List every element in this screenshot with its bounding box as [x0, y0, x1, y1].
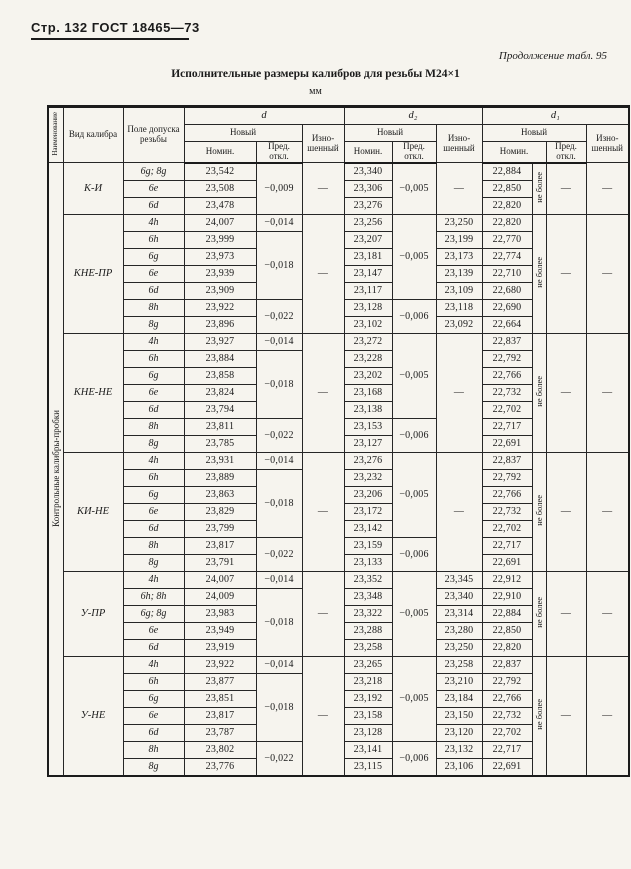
col-header-d1-new: Новый	[482, 125, 586, 142]
d1-worn-cell: —	[586, 214, 629, 333]
d2-nominal-cell: 23,153	[344, 418, 392, 435]
d2-worn-cell: 23,109	[436, 282, 482, 299]
d1-deviation-cell: —	[546, 571, 586, 656]
d2-nominal-cell: 23,159	[344, 537, 392, 554]
d1-nominal-cell: 22,884	[482, 605, 532, 622]
d-nominal-cell: 23,884	[184, 350, 256, 367]
d2-nominal-cell: 23,340	[344, 163, 392, 181]
d1-nominal-cell: 22,732	[482, 503, 532, 520]
d-deviation-cell: −0,018	[256, 588, 302, 656]
d-nominal-cell: 23,799	[184, 520, 256, 537]
tolerance-field-cell: 8g	[123, 758, 184, 776]
d1-nominal-cell: 22,820	[482, 214, 532, 231]
d1-nominal-cell: 22,766	[482, 486, 532, 503]
d2-worn-cell: 23,258	[436, 656, 482, 673]
row-group-label	[48, 163, 63, 776]
d-nominal-cell: 23,776	[184, 758, 256, 776]
ne-bolee-note-cell	[532, 333, 546, 452]
d-nominal-cell: 23,999	[184, 231, 256, 248]
col-header-d1-deviation: Пред. откл.	[546, 142, 586, 163]
header-rule	[31, 38, 189, 40]
d2-nominal-cell: 23,128	[344, 724, 392, 741]
tolerance-field-cell: 8h	[123, 418, 184, 435]
d-worn-cell: —	[302, 571, 344, 656]
d2-nominal-cell: 23,128	[344, 299, 392, 316]
caliber-type-cell: К-И	[63, 163, 123, 215]
d-nominal-cell: 23,542	[184, 163, 256, 181]
tolerance-field-cell: 4h	[123, 333, 184, 350]
tolerance-field-cell: 6e	[123, 384, 184, 401]
d2-deviation-cell: −0,006	[392, 537, 436, 571]
d2-deviation-cell: −0,006	[392, 741, 436, 776]
d2-nominal-cell: 23,141	[344, 741, 392, 758]
ne-bolee-note-text: не более	[534, 172, 544, 204]
d1-deviation-cell: —	[546, 656, 586, 776]
d1-nominal-cell: 22,691	[482, 435, 532, 452]
d2-worn-cell: 23,139	[436, 265, 482, 282]
tolerance-field-cell: 6h	[123, 673, 184, 690]
d1-nominal-cell: 22,837	[482, 452, 532, 469]
d2-nominal-cell: 23,322	[344, 605, 392, 622]
caliber-type-cell: У-НЕ	[63, 656, 123, 776]
tolerance-field-cell: 6h	[123, 231, 184, 248]
d1-nominal-cell: 22,691	[482, 554, 532, 571]
tolerance-field-cell: 8g	[123, 554, 184, 571]
d-nominal-cell: 23,787	[184, 724, 256, 741]
d1-nominal-cell: 22,702	[482, 520, 532, 537]
d1-nominal-cell: 22,680	[482, 282, 532, 299]
d1-nominal-cell: 22,792	[482, 350, 532, 367]
ne-bolee-note-cell	[532, 163, 546, 215]
tolerance-field-cell: 6e	[123, 265, 184, 282]
d-nominal-cell: 23,919	[184, 639, 256, 656]
d2-nominal-cell: 23,228	[344, 350, 392, 367]
d-nominal-cell: 23,851	[184, 690, 256, 707]
d-nominal-cell: 23,922	[184, 299, 256, 316]
table-row	[48, 656, 629, 673]
d2-worn-cell: 23,118	[436, 299, 482, 316]
col-header-d1-nominal: Номин.	[482, 142, 546, 163]
d-deviation-cell: −0,018	[256, 469, 302, 537]
page-header: Стр. 132 ГОСТ 18465—73	[31, 20, 200, 35]
d1-nominal-cell: 22,770	[482, 231, 532, 248]
d2-nominal-cell: 23,192	[344, 690, 392, 707]
tolerance-field-cell: 6h; 8h	[123, 588, 184, 605]
d-nominal-cell: 23,922	[184, 656, 256, 673]
d-worn-cell: —	[302, 214, 344, 333]
col-header-d2-worn: Изношенный	[436, 125, 482, 163]
d1-nominal-cell: 22,732	[482, 384, 532, 401]
tolerance-field-cell: 4h	[123, 452, 184, 469]
d2-worn-cell: 23,345	[436, 571, 482, 588]
d-worn-cell: —	[302, 656, 344, 776]
d1-nominal-cell: 22,691	[482, 758, 532, 776]
d1-nominal-cell: 22,912	[482, 571, 532, 588]
d1-nominal-cell: 22,850	[482, 622, 532, 639]
d2-deviation-cell: −0,005	[392, 163, 436, 215]
d-nominal-cell: 23,909	[184, 282, 256, 299]
d-nominal-cell: 24,007	[184, 214, 256, 231]
tolerance-field-cell: 8h	[123, 741, 184, 758]
d2-nominal-cell: 23,127	[344, 435, 392, 452]
col-header-d2-deviation: Пред. откл.	[392, 142, 436, 163]
tolerance-field-cell: 6h	[123, 350, 184, 367]
caliber-type-cell: У-ПР	[63, 571, 123, 656]
d-worn-cell: —	[302, 333, 344, 452]
table-row	[48, 333, 629, 350]
tolerance-field-cell: 6g	[123, 367, 184, 384]
tolerance-field-cell: 6g	[123, 690, 184, 707]
d-nominal-cell: 23,811	[184, 418, 256, 435]
d2-nominal-cell: 23,133	[344, 554, 392, 571]
ne-bolee-note-cell	[532, 214, 546, 333]
d-nominal-cell: 23,889	[184, 469, 256, 486]
d1-nominal-cell: 22,717	[482, 418, 532, 435]
d2-nominal-cell: 23,207	[344, 231, 392, 248]
d2-worn-cell: 23,280	[436, 622, 482, 639]
d-nominal-cell: 23,858	[184, 367, 256, 384]
d-nominal-cell: 23,817	[184, 707, 256, 724]
tolerance-field-cell: 6g; 8g	[123, 163, 184, 181]
d1-nominal-cell: 22,850	[482, 180, 532, 197]
d1-nominal-cell: 22,702	[482, 401, 532, 418]
tolerance-field-cell: 6h	[123, 469, 184, 486]
d2-nominal-cell: 23,202	[344, 367, 392, 384]
ne-bolee-note-text: не более	[534, 257, 544, 289]
d2-nominal-cell: 23,218	[344, 673, 392, 690]
row-group-label-text: Контрольные калибры-пробки	[50, 409, 61, 527]
d-nominal-cell: 23,983	[184, 605, 256, 622]
ne-bolee-note-cell	[532, 656, 546, 776]
d2-deviation-cell: −0,005	[392, 452, 436, 537]
tolerance-field-cell: 8h	[123, 537, 184, 554]
d2-nominal-cell: 23,102	[344, 316, 392, 333]
d2-worn-cell: 23,314	[436, 605, 482, 622]
d2-nominal-cell: 23,352	[344, 571, 392, 588]
tolerance-field-cell: 4h	[123, 214, 184, 231]
ne-bolee-note-cell	[532, 452, 546, 571]
d-deviation-cell: −0,014	[256, 656, 302, 673]
d-deviation-cell: −0,022	[256, 741, 302, 776]
d-nominal-cell: 23,794	[184, 401, 256, 418]
d-nominal-cell: 23,824	[184, 384, 256, 401]
tolerance-field-cell: 6d	[123, 282, 184, 299]
d-deviation-cell: −0,022	[256, 299, 302, 333]
d1-deviation-cell: —	[546, 163, 586, 215]
tolerance-field-cell: 6g	[123, 486, 184, 503]
d-nominal-cell: 23,931	[184, 452, 256, 469]
d2-deviation-cell: −0,006	[392, 418, 436, 452]
table-row	[48, 214, 629, 231]
col-header-d-deviation: Пред. откл.	[256, 142, 302, 163]
d-nominal-cell: 23,791	[184, 554, 256, 571]
caliber-dimensions-table	[47, 105, 630, 777]
tolerance-field-cell: 6d	[123, 401, 184, 418]
d-deviation-cell: −0,018	[256, 350, 302, 418]
d-nominal-cell: 23,508	[184, 180, 256, 197]
d2-deviation-cell: −0,005	[392, 571, 436, 656]
d2-nominal-cell: 23,348	[344, 588, 392, 605]
d2-nominal-cell: 23,232	[344, 469, 392, 486]
d1-nominal-cell: 22,717	[482, 741, 532, 758]
caliber-type-cell: КНЕ-ПР	[63, 214, 123, 333]
d2-deviation-cell: −0,005	[392, 214, 436, 299]
tolerance-field-cell: 4h	[123, 656, 184, 673]
d1-nominal-cell: 22,766	[482, 367, 532, 384]
d-deviation-cell: −0,014	[256, 452, 302, 469]
d2-nominal-cell: 23,168	[344, 384, 392, 401]
caliber-type-cell: КНЕ-НЕ	[63, 333, 123, 452]
ne-bolee-note-text: не более	[534, 495, 544, 527]
col-group-d: d	[184, 107, 344, 125]
d2-nominal-cell: 23,306	[344, 180, 392, 197]
d2-worn-cell: 23,173	[436, 248, 482, 265]
d2-nominal-cell: 23,276	[344, 452, 392, 469]
d2-worn-cell: —	[436, 163, 482, 215]
d1-worn-cell: —	[586, 452, 629, 571]
d1-nominal-cell: 22,702	[482, 724, 532, 741]
document-title: Исполнительные размеры калибров для резьбы М24×1	[171, 68, 460, 80]
d2-worn-cell: 23,250	[436, 214, 482, 231]
d-nominal-cell: 23,949	[184, 622, 256, 639]
tolerance-field-cell: 6e	[123, 622, 184, 639]
d1-worn-cell: —	[586, 333, 629, 452]
d2-worn-cell: 23,132	[436, 741, 482, 758]
d1-nominal-cell: 22,910	[482, 588, 532, 605]
d1-deviation-cell: —	[546, 452, 586, 571]
d2-deviation-cell: −0,005	[392, 333, 436, 418]
d1-worn-cell: —	[586, 163, 629, 215]
d-nominal-cell: 23,829	[184, 503, 256, 520]
table-continuation-note: Продолжение табл. 95	[498, 50, 607, 62]
d2-nominal-cell: 23,138	[344, 401, 392, 418]
col-header-d-new: Новый	[184, 125, 302, 142]
tolerance-field-cell: 6d	[123, 724, 184, 741]
d2-nominal-cell: 23,115	[344, 758, 392, 776]
d1-deviation-cell: —	[546, 214, 586, 333]
d2-worn-cell: 23,106	[436, 758, 482, 776]
col-header-pole-dopuska: Поле допуска резьбы	[123, 107, 184, 163]
d1-nominal-cell: 22,792	[482, 469, 532, 486]
d1-nominal-cell: 22,710	[482, 265, 532, 282]
d1-nominal-cell: 22,690	[482, 299, 532, 316]
d1-nominal-cell: 22,837	[482, 656, 532, 673]
d1-worn-cell: —	[586, 656, 629, 776]
units-label: мм	[309, 86, 322, 97]
ne-bolee-note-text: не более	[534, 376, 544, 408]
d-nominal-cell: 23,939	[184, 265, 256, 282]
table-row	[48, 452, 629, 469]
d-deviation-cell: −0,018	[256, 673, 302, 741]
col-header-naimenovanie: Наименование	[48, 107, 63, 163]
tolerance-field-cell: 4h	[123, 571, 184, 588]
d-deviation-cell: −0,014	[256, 571, 302, 588]
d-nominal-cell: 23,802	[184, 741, 256, 758]
col-group-d1: d₁	[482, 107, 629, 125]
d-deviation-cell: −0,014	[256, 214, 302, 231]
col-header-d1-worn: Изношенный	[586, 125, 629, 163]
d1-nominal-cell: 22,774	[482, 248, 532, 265]
d2-worn-cell: —	[436, 452, 482, 571]
col-group-d2: d₂	[344, 107, 482, 125]
d-deviation-cell: −0,022	[256, 537, 302, 571]
d2-worn-cell: 23,199	[436, 231, 482, 248]
d-deviation-cell: −0,014	[256, 333, 302, 350]
caliber-type-cell: КИ-НЕ	[63, 452, 123, 571]
d-worn-cell: —	[302, 163, 344, 215]
d-nominal-cell: 23,785	[184, 435, 256, 452]
d2-worn-cell: 23,120	[436, 724, 482, 741]
d2-worn-cell: 23,150	[436, 707, 482, 724]
ne-bolee-note-cell	[532, 571, 546, 656]
d1-worn-cell: —	[586, 571, 629, 656]
d2-deviation-cell: −0,005	[392, 656, 436, 741]
col-header-vid-kalibra: Вид калибра	[63, 107, 123, 163]
tolerance-field-cell: 6g	[123, 248, 184, 265]
d2-worn-cell: —	[436, 333, 482, 452]
d2-nominal-cell: 23,276	[344, 197, 392, 214]
d2-worn-cell: 23,340	[436, 588, 482, 605]
d2-nominal-cell: 23,288	[344, 622, 392, 639]
ne-bolee-note-text: не более	[534, 699, 544, 731]
d2-nominal-cell: 23,117	[344, 282, 392, 299]
d-nominal-cell: 24,007	[184, 571, 256, 588]
d-nominal-cell: 24,009	[184, 588, 256, 605]
d1-nominal-cell: 22,820	[482, 197, 532, 214]
d-nominal-cell: 23,927	[184, 333, 256, 350]
tolerance-field-cell: 6e	[123, 503, 184, 520]
table-body	[48, 163, 629, 776]
d2-nominal-cell: 23,142	[344, 520, 392, 537]
tolerance-field-cell: 6e	[123, 707, 184, 724]
col-header-d-nominal: Номин.	[184, 142, 256, 163]
d-nominal-cell: 23,863	[184, 486, 256, 503]
d1-nominal-cell: 22,837	[482, 333, 532, 350]
col-header-d2-nominal: Номин.	[344, 142, 392, 163]
d2-nominal-cell: 23,158	[344, 707, 392, 724]
tolerance-field-cell: 8h	[123, 299, 184, 316]
d-nominal-cell: 23,478	[184, 197, 256, 214]
d1-nominal-cell: 22,717	[482, 537, 532, 554]
d2-nominal-cell: 23,258	[344, 639, 392, 656]
tolerance-field-cell: 6e	[123, 180, 184, 197]
d2-nominal-cell: 23,272	[344, 333, 392, 350]
col-header-d2-new: Новый	[344, 125, 436, 142]
d2-deviation-cell: −0,006	[392, 299, 436, 333]
d2-nominal-cell: 23,181	[344, 248, 392, 265]
d-nominal-cell: 23,817	[184, 537, 256, 554]
d2-worn-cell: 23,092	[436, 316, 482, 333]
d1-nominal-cell: 22,820	[482, 639, 532, 656]
tolerance-field-cell: 8g	[123, 316, 184, 333]
d-deviation-cell: −0,009	[256, 163, 302, 215]
d2-worn-cell: 23,210	[436, 673, 482, 690]
tolerance-field-cell: 6d	[123, 520, 184, 537]
d1-deviation-cell: —	[546, 333, 586, 452]
d-deviation-cell: −0,022	[256, 418, 302, 452]
tolerance-field-cell: 6d	[123, 197, 184, 214]
d1-nominal-cell: 22,664	[482, 316, 532, 333]
d2-nominal-cell: 23,256	[344, 214, 392, 231]
table-row	[48, 163, 629, 181]
d-worn-cell: —	[302, 452, 344, 571]
d-nominal-cell: 23,877	[184, 673, 256, 690]
d2-nominal-cell: 23,206	[344, 486, 392, 503]
tolerance-field-cell: 8g	[123, 435, 184, 452]
col-header-d-worn: Изношенный	[302, 125, 344, 163]
d2-nominal-cell: 23,265	[344, 656, 392, 673]
d2-nominal-cell: 23,147	[344, 265, 392, 282]
d2-worn-cell: 23,184	[436, 690, 482, 707]
ne-bolee-note-text: не более	[534, 597, 544, 629]
d-deviation-cell: −0,018	[256, 231, 302, 299]
d-nominal-cell: 23,973	[184, 248, 256, 265]
d2-nominal-cell: 23,172	[344, 503, 392, 520]
table-header	[48, 107, 629, 163]
tolerance-field-cell: 6d	[123, 639, 184, 656]
d1-nominal-cell: 22,792	[482, 673, 532, 690]
d2-worn-cell: 23,250	[436, 639, 482, 656]
d-nominal-cell: 23,896	[184, 316, 256, 333]
d1-nominal-cell: 22,766	[482, 690, 532, 707]
d1-nominal-cell: 22,884	[482, 163, 532, 181]
table-row	[48, 571, 629, 588]
d1-nominal-cell: 22,732	[482, 707, 532, 724]
tolerance-field-cell: 6g; 8g	[123, 605, 184, 622]
